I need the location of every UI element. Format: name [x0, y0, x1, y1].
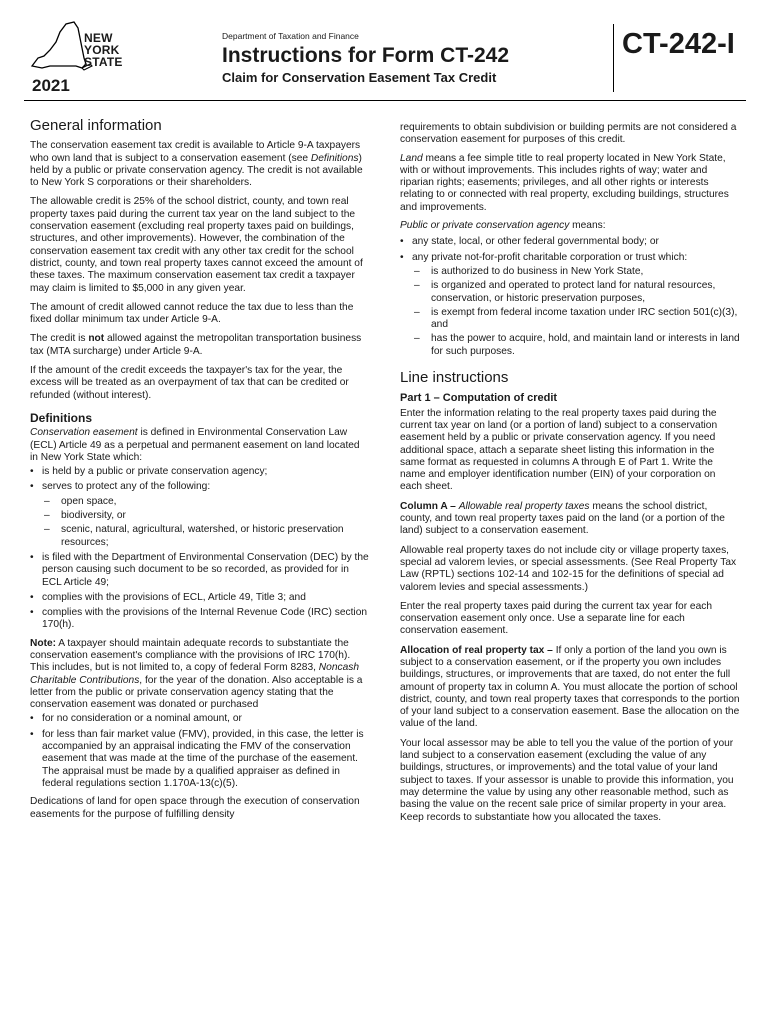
column-a-paragraph: Column A – Allowable real property taxes means the school district, county, and town real property taxes paid on the land (or a portion of the land) subject to a conservation easement.	[400, 500, 725, 537]
header-rule	[24, 100, 746, 101]
general-paragraph-2: The allowable credit is 25% of the school district, county, and town real property taxes paid during the current tax year on the land subject to the conservation easement (excluding real property taxes paid on buildings, structures, and other improvements). However, the combination of the conservation easement tax credit with any other tax credit for the school district, county, and town real property taxes cannot exceed the amount of these taxes. The maximum conservation easement tax credit a taxpayer may claim is limited to $5,000 in any given year.	[30, 196, 363, 294]
land-definition: Land means a fee simple title to real property located in New York State, with or without improvements. This includes rights of way; water and riparian rights; easements; privileges, and all other rights or interests relating to or connected with real property, excluding buildings, structures and improvements.	[400, 152, 729, 213]
general-information-heading: General information	[30, 117, 162, 134]
agency-definition: Public or private conservation agency means:	[400, 220, 606, 232]
page-title: Instructions for Form CT-242	[222, 44, 510, 67]
agency-sub-list	[412, 266, 740, 358]
nys-logo	[24, 20, 144, 100]
form-number: CT-242-I	[622, 28, 735, 60]
note-paragraph: Note: A taxpayer should maintain adequate records to substantiate the conservation easement's compliance with the provisions of IRC 170(h). This includes, but is not limited to, a copy of federal Form 8283, Noncash Charitable Contributions, for the year of the donation. Also acceptable is a letter from the public or private conservation agency stating that the conservation easement was donated or purchased	[30, 637, 363, 711]
general-paragraph-3: The amount of credit allowed cannot reduce the tax due to less than the fixed dollar minimum tax under Article 9-A.	[30, 301, 354, 326]
dedications-paragraph: Dedications of land for open space through the execution of conservation easements for the purpose of fulfilling density	[30, 796, 360, 820]
general-paragraph-1: The conservation easement tax credit is available to Article 9-A taxpayers who own land that is subject to a conservation easement (see Definitions) held by a public or private conservation agency. The credit is not available to New York S corporations or their shareholders.	[30, 140, 363, 189]
list-item: • any state, local, or other federal governmental body; or	[400, 236, 740, 248]
note-list	[30, 713, 370, 790]
list-item: – has the power to acquire, hold, and maintain land or interests in land for such purposes.	[412, 333, 740, 358]
department-name: Department of Taxation and Finance	[222, 31, 359, 41]
list-item: • complies with the provisions of the Internal Revenue Code (IRC) section 170(h).	[30, 607, 370, 632]
line-instructions-heading: Line instructions	[400, 369, 509, 387]
allowable-taxes-paragraph: Allowable real property taxes do not include city or village property taxes, special ad valorem levies, or special assessments. (See Real Property Tax Law (RPTL) sections 102-14 and 102-15 for the definitions of special ad valorem levies and special assessments.)	[400, 544, 737, 593]
logo-line-state: STATE	[84, 55, 123, 69]
definitions-heading: Definitions	[30, 410, 92, 425]
list-item: – open space,	[42, 496, 370, 508]
list-item: • is held by a public or private conservation agency;	[30, 466, 370, 478]
list-item: – is authorized to do business in New York State,	[412, 266, 740, 278]
part1-paragraph: Enter the information relating to the real property taxes paid during the current tax year on land (or a portion of land) subject to a conservation easement held by a public or private conservation agency. If you need additional space, attach a separate sheet listing this information in the same format as requested in columns A through E of Part 1. Write the name and employer identification number (EIN) of your corporation on each sheet.	[400, 407, 718, 493]
protect-sub-list	[42, 496, 370, 549]
dedications-continued: requirements to obtain subdivision or building permits are not considered a conservation easement for purposes of this credit.	[400, 122, 737, 146]
allocation-paragraph: Allocation of real property tax – If only a portion of the land you own is subject to a conservation easement, or if the property you own includes buildings, structures, or improvements that are taxed, do not enter the full amount of property tax in column A. You must allocate the portion of school district, county, and town real property taxes that corresponds to the portion of your land subject to a conservation easement. Base the allocation on the value of the land.	[400, 644, 740, 730]
list-item: • is filed with the Department of Environmental Conservation (DEC) by the person causing such document to be so recorded, as provided for in ECL Article 49;	[30, 552, 370, 589]
list-item: – scenic, natural, agricultural, watershed, or historic preservation resources;	[42, 524, 370, 549]
conservation-easement-definition: Conservation easement is defined in Environmental Conservation Law (ECL) Article 49 as a perpetual and permanent easement on land located in New York State which:	[30, 427, 360, 463]
assessor-paragraph: Your local assessor may be able to tell you the value of the portion of your land subject to a conservation easement (excluding the value of any buildings, structures, or improvements) and the total value of your land subject to taxes. If your assessor is unable to provide this information, you may determine the value by using any other reasonable method, such as basing the value on the recent sale price of similar property in your area. Keep records to substantiate how you allocated the taxes.	[400, 737, 734, 823]
list-item: – biodiversity, or	[42, 510, 370, 522]
right-column	[400, 122, 740, 831]
page-header	[0, 0, 770, 110]
list-item: – is organized and operated to protect land for natural resources, conservation, or historic preservation purposes,	[412, 280, 740, 305]
agency-list	[400, 236, 740, 358]
list-item: • for no consideration or a nominal amount, or	[30, 713, 370, 725]
logo-line-new: NEW	[84, 31, 113, 45]
tax-year: 2021	[32, 76, 70, 95]
logo-line-york: YORK	[84, 43, 120, 57]
page-subtitle: Claim for Conservation Easement Tax Credit	[222, 70, 497, 85]
list-item: • for less than fair market value (FMV), provided, in this case, the letter is accompanied by an appraisal indicating the FMV of the conservation easement that was made at the time of the purchase of the easement. The appraisal must be made by a qualified appraiser as defined in federal regulations section 1.170A-13(c)(5).	[30, 729, 370, 790]
list-item: – is exempt from federal income taxation under IRC section 501(c)(3), and	[412, 307, 740, 332]
general-paragraph-5: If the amount of the credit exceeds the taxpayer's tax for the year, the excess will be treated as an overpayment of tax that can be credited or refunded (without interest).	[30, 365, 349, 401]
header-divider	[613, 24, 614, 92]
list-item: • complies with the provisions of ECL, Article 49, Title 3; and	[30, 592, 370, 604]
part1-heading: Part 1 – Computation of credit	[400, 392, 558, 405]
list-item: • any private not-for-profit charitable corporation or trust which: – is authorized to do business in New York State, – is organized and operated to protect land for natural resources, conservation, or historic preservation purposes, – is exempt from federal income taxation under IRC section 501(c)(3), and – has the power to acquire, hold, and maintain land or interests in land for such purposes.	[400, 252, 740, 358]
enter-taxes-paragraph: Enter the real property taxes paid during the current tax year for each conservation easement only once. Use a separate line for each conservation easement.	[400, 600, 713, 637]
left-column	[30, 118, 370, 828]
easement-criteria-list	[30, 466, 370, 632]
general-paragraph-4: The credit is not allowed against the metropolitan transportation business tax (MTA surcharge) under Article 9-A.	[30, 333, 362, 357]
list-item: • serves to protect any of the following: – open space, – biodiversity, or – scenic, natural, agricultural, watershed, or historic preservation resources;	[30, 481, 370, 548]
